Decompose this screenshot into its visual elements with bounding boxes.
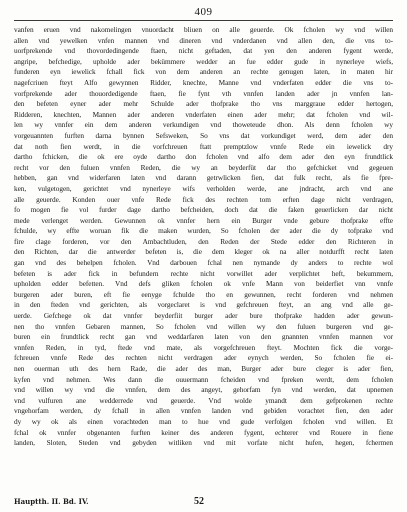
- text-line: nen tho vnnfen Gebaren mannen, So fcholen vnd willen wy den fuluen burgeren vnd ge-: [14, 321, 393, 331]
- text-line: nen ouerman uth des hern Rade, die ader des man, Burger ader bure cleger is ader fien,: [14, 364, 393, 373]
- text-line: in den fteden vnd gerichten, als vorgeclaret is vnd gefchreuen fteyt, an ang vnd alle ge-: [14, 300, 393, 310]
- text-line: landen, Sloten, Steden vnd gebyden witliken vnd mit vorfate nicht hufen, hegen, fchermen: [14, 438, 393, 448]
- text-line: fire clage forderen, vor den Ambachtluden, den Reden der Stede edder den Richteren in: [14, 236, 393, 246]
- text-line: burgeren ader buren, eft fie eenyge fchulde tho en gewunnen, recht forderen vnd nehmen: [14, 289, 393, 299]
- text-line: den Richten, dar die antwerder befeten is, die dem kleger ok na aller notdurfft recht laten: [14, 247, 393, 257]
- text-line: uorfprekende vnd thovordedingende ftaen, nicht geftaden, dat yen den anderen fygent werde,: [14, 46, 393, 56]
- text-line: Ridderen, knechten, Mannen ader anderen vnderfaten einen ader mehr; dat fcholen vnd wil-: [14, 109, 393, 119]
- text-line: [14, 481, 393, 492]
- text-line: vnd vulfuren ane wedderrede vnd geuerde. Vnd wolde ymandt dem gefprokenen rechte: [14, 395, 393, 405]
- text-line: uerde. Gefchege ok dat vnnfer beyderfiit burger ader bure thofprake hadden ader gewun-: [14, 311, 393, 321]
- text-line: buren ein frundtlick recht gan vnd weddarfaren laten von den gnannten vnnfen mannen vor: [14, 332, 393, 342]
- text-line: [14, 470, 393, 481]
- page-footer: [14, 497, 393, 509]
- header-rule: [14, 20, 393, 21]
- gathering-number: 52: [194, 496, 204, 507]
- text-line: ken, vulgetogen, gerichtet vnd nynerleye wifs verholden werde, ane jndracht, arch vnd ane: [14, 183, 393, 193]
- text-line: fchulde, wy effte woruan fik die maken wurden, So fcholen der ader die dy tofprake vnd: [14, 226, 393, 236]
- text-line: [14, 449, 393, 460]
- text-line: vanfen eruen vnd nakomelingen vnuordacht bliuen on alle geuerde. Ok fcholen wy vnd willen: [14, 25, 393, 34]
- text-line: den befeten eyner ader mehr Schulde ader thofprake tho vns marggraue edder hertogen,: [14, 99, 393, 109]
- text-line: angripe, befchedige, upholde ader bekümmere wedder an fue edder gude in nynerleye wiefs,: [14, 56, 393, 66]
- text-line: fchal ok vnnfer obgenanten furften keiner des anderen fygent, echterer vnd Rouere in fiene: [14, 427, 393, 437]
- text-line: vnd willen wy vnd die vnnfen, dem des angeyt, gehorfam fyn vnd werden, dat upnemen: [14, 385, 393, 395]
- text-line: dy wy ok als einen vorachteden man to hue vnd gude verfolgen fcholen vnd willen. Et: [14, 416, 393, 426]
- text-line: allen vnd yewelken vnfen mannen vnd dineren vnd vnderdanen vnd allen den, die vns to-: [14, 35, 393, 45]
- text-line: vorgeuannten furften darna bynnen Sefsweken, So vns dat vorkundiget werd, dem ader den: [14, 130, 393, 140]
- text-line: upholden edder befetten. Vnd defs gliken fcholen ok vnfe Mann von beiderfiet vnn vnnfe: [14, 279, 393, 289]
- text-line: fo mogen fie vol furder dage dartho befcheiden, doch dat die faken geuerlicken dar nicht: [14, 205, 393, 215]
- text-line: vngehorfam werden, dy fchall in allen vnnfen landen vnd gebiden vorachtet fien, den ader: [14, 406, 393, 416]
- signature-mark: Hauptth. II. Bd. IV.: [14, 497, 89, 506]
- text-line: nagefcriuen fteyt Alfo gewynnen Ridder, knechte, Manne vnd vnderfaten edder die vns to-: [14, 77, 393, 87]
- text-line: recht vor den fuluen vnnfen Reden, die wy an beyderfüt dar tho gefchicket vnd gegeuen: [14, 162, 393, 172]
- body-text: [14, 25, 393, 491]
- text-line: dartho fchicken, die ok ere oyde dartho don fcholen vnd alfo dem ader den eyn frundtlick: [14, 152, 393, 162]
- text-line: [14, 459, 393, 470]
- text-line: alle geuerde. Konden ouer vnfe Rede fick des rechten tom erften dage nicht verdragen,: [14, 194, 393, 204]
- text-line: fchreuen vnnfe Rede des rechten nicht verdragen ader eynych werden, So fcholen fie ei-: [14, 353, 393, 363]
- page-number: 409: [194, 6, 213, 18]
- text-line: hebben, gan vnd widerfaren laten vnd darann getrwlicken fien, dat fulk recht, als fie fpre-: [14, 173, 393, 183]
- text-line: funderen eyn iewelick fchall fick von dem anderen an rechte genugen laten, in maten hir: [14, 67, 393, 77]
- text-line: mede verlenget werden. Gewunnen ok vnnfer hern ein Burger vnde gebure thofprake effte: [14, 215, 393, 225]
- text-line: gan vnd des behelpen fcholen. Vnd darbouen fchal nen nymande dy anders to rechte wol: [14, 258, 393, 268]
- text-line: kyfen vnd nehmen. Wes dann die ouuermann fcheiden vnd fpreken werdt, dem fcholen: [14, 374, 393, 384]
- text-line: vnnfen Reden, in tyd, ftede vnd mate, als vorgefchreuen fteyt. Mochten fick die vorge-: [14, 342, 393, 352]
- text-line: dat noth fien werdt, in die vorfchreuen ftatt premptzlow vnnfe Rede ein iewelick dry: [14, 141, 393, 151]
- text-line: vorfprekende ader thouordedigende ftaen, fie fynt vth vnnfen landen ader jn vnnfen lan-: [14, 88, 393, 98]
- text-line: befeten is ader fick in befundern rechte nicht vorwillet ader verplichtet heft, bekummern,: [14, 268, 393, 278]
- text-line: len wy vnnfer ein dem anderen verkundigen vnd thoweteude dhon. Als denn fcholen wy: [14, 120, 393, 130]
